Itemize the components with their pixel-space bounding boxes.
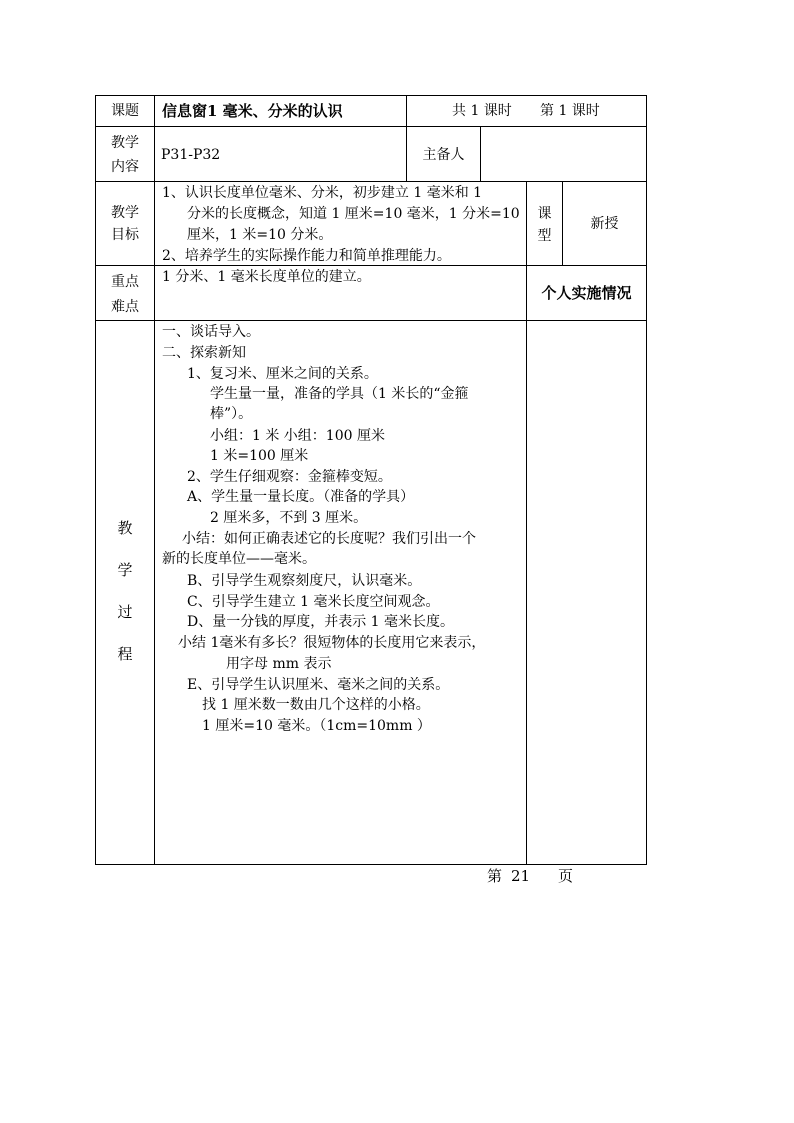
goal-line: 1、认识长度单位毫米、分米，初步建立 1 毫米和 1 xyxy=(162,185,483,201)
page-number: 21 xyxy=(511,867,531,885)
process-line: 1 厘米=10 毫米。（1cm=10mm ） xyxy=(202,718,431,734)
process-line: B、引导学生观察刻度尺，认识毫米。 xyxy=(187,573,422,589)
process-label-cell xyxy=(95,320,155,865)
process-line: E、引导学生认识厘米、毫米之间的关系。 xyxy=(187,677,450,693)
content-pages: P31-P32 xyxy=(161,147,221,163)
goal-label-line2: 目标 xyxy=(111,227,139,243)
goal-label-line1: 教学 xyxy=(111,205,139,221)
keypoint-label-line1: 重点 xyxy=(111,274,139,290)
process-label-char: 学 xyxy=(117,561,133,579)
goal-line: 分米的长度概念，知道 1 厘米=10 毫米，1 分米=10 xyxy=(187,206,520,222)
process-line: 一、谈话导入。 xyxy=(162,324,260,340)
process-line: 2、学生仔细观察：金箍棒变短。 xyxy=(187,469,392,485)
process-line: 小结 1毫米有多长？很短物体的长度用它来表示， xyxy=(178,635,486,651)
preparer-label: 主备人 xyxy=(422,147,465,163)
process-line: 二、探索新知 xyxy=(162,345,246,361)
implementation-header: 个人实施情况 xyxy=(541,284,632,302)
goal-line: 厘米，1 米=10 分米。 xyxy=(187,227,333,243)
goal-label-cell xyxy=(95,181,155,266)
content-label-line1: 教学 xyxy=(111,135,139,151)
page-number-prefix: 第 xyxy=(487,867,503,885)
keypoint-label-line2: 难点 xyxy=(111,299,139,315)
process-label-char: 程 xyxy=(117,645,133,663)
process-line: 学生量一量，准备的学具（1 米长的“金箍 xyxy=(210,386,469,402)
process-line: D、量一分钱的厚度，并表示 1 毫米长度。 xyxy=(187,614,455,630)
process-line: C、引导学生建立 1 毫米长度空间观念。 xyxy=(187,594,440,610)
process-line: 新的长度单位——毫米。 xyxy=(162,551,316,567)
process-line: 用字母 mm 表示 xyxy=(226,656,332,672)
process-label-char: 教 xyxy=(117,519,133,537)
process-line: 棒”）。 xyxy=(210,406,253,422)
keypoint-content: 1 分米、1 毫米长度单位的建立。 xyxy=(162,269,371,285)
process-line: 1、复习米、厘米之间的关系。 xyxy=(187,366,378,382)
process-notes-cell xyxy=(526,320,647,865)
content-label-line2: 内容 xyxy=(111,159,139,175)
page-number-suffix: 页 xyxy=(558,867,574,885)
process-line: 找 1 厘米数一数由几个这样的小格。 xyxy=(202,697,430,713)
preparer-value-cell xyxy=(480,126,647,182)
lesson-type-label-line2: 型 xyxy=(537,228,552,244)
process-line: 1 米=100 厘米 xyxy=(210,448,309,464)
process-label-char: 过 xyxy=(117,603,133,621)
process-line: A、学生量一量长度。（准备的学具） xyxy=(187,489,415,505)
topic-title: 信息窗1 毫米、分米的认识 xyxy=(162,102,343,120)
period-total: 共 1 课时 xyxy=(452,103,512,119)
process-line: 2 厘米多，不到 3 厘米。 xyxy=(210,510,368,526)
period-cell xyxy=(406,95,647,127)
process-line: 小结：如何正确表述它的长度呢？我们引出一个 xyxy=(182,531,476,547)
goal-line: 2、培养学生的实际操作能力和简单推理能力。 xyxy=(162,248,451,264)
lesson-type-label-line1: 课 xyxy=(537,206,552,222)
lesson-type-value: 新授 xyxy=(590,216,619,232)
topic-label: 课题 xyxy=(111,103,139,119)
process-line: 小组：1 米 小组：100 厘米 xyxy=(210,428,385,444)
period-current: 第 1 课时 xyxy=(540,103,600,119)
